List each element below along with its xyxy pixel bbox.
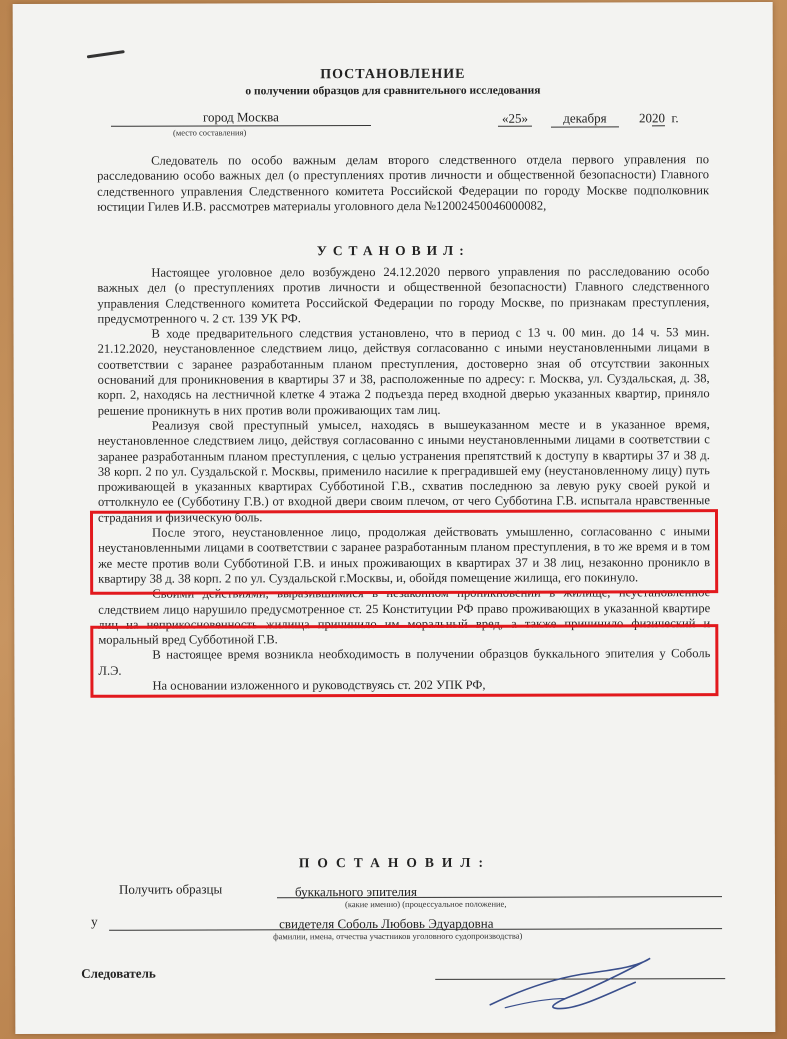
- place-field: город Москва: [111, 109, 371, 127]
- highlight-box-entry: [90, 624, 718, 698]
- u-value-line: [109, 914, 722, 931]
- paragraph-entry: После этого, неустановленное лицо, продолжая действовать умышленно, согласованно с иными неустановленными лицами в соответствии с заранее разработанным планом преступления, в то же время и в том же месте против воли Субботиной Г.В. и иных проживающих в квартирах 37 и 38 лиц, незаконно проникло в квартиру 38 д. 38 корп. 2 по ул. Суздальской г.Москвы, и, обойдя помещение жилища, его покинуло.: [98, 524, 711, 586]
- document-subtitle: о получении образцов для сравнительного исследования: [245, 84, 541, 98]
- date-year: 2020 г.: [638, 110, 679, 126]
- get-value-line: [277, 882, 722, 898]
- pen-mark: [87, 50, 125, 58]
- document-page: [13, 2, 776, 1034]
- paragraph-basis: На основании изложенного и руководствуясь ст. 202 УПК РФ,: [152, 677, 486, 693]
- handwritten-signature: [485, 952, 655, 1014]
- date-day: «25»: [498, 111, 532, 127]
- paragraph-violation: Своими действиями, выразившимися в незаконном проникновении в жилище, неустановленное следствием лицо нарушило предусмотренное ст. 25 Конституции РФ право проживающих в указанной квартире лиц на неприкосновенность жилища причинило им моральный вред, а также причинило физический и моральный вред Субботиной Г.В.: [98, 585, 711, 647]
- heading-postanovil: ПОСТАНОВИЛ:: [298, 854, 491, 871]
- heading-ustanovil: УСТАНОВИЛ:: [316, 242, 470, 259]
- place-caption: (место составления): [172, 127, 247, 138]
- u-value: свидетеля Соболь Любовь Эдуардовна: [279, 915, 494, 932]
- intro-paragraph: Следователь по особо важным делам второго следственного отдела первого управления по расследованию особо важных дел (о преступлениях против личности и общественной безопасности) Главного следственного управления Следственного комитета Российской Федерации по городу Москве подполковник юстиции Гилев И.В. рассмотрев материалы уголовного дела №12002450046000082,: [97, 152, 710, 214]
- highlight-box-violence: [90, 509, 718, 595]
- u-label: у: [91, 913, 98, 929]
- get-label: Получить образцы: [118, 881, 223, 897]
- u-caption: фамилии, имена, отчества участников уголовного судопроизводства): [273, 930, 523, 942]
- get-caption: (какие именно) (процессуальное положение,: [344, 898, 507, 910]
- investigator-label: Следователь: [81, 965, 156, 981]
- date-month: декабря: [551, 110, 619, 127]
- paragraph-investigation: В ходе предварительного следствия установлено, что в период с 13 ч. 00 мин. до 14 ч. 53 мин. 21.12.2020, неустановленное следствием лицо, действуя согласованно с иными неустановленными лицами в соответствии с заранее разработанным планом преступления, достоверно зная об отсутствии законных оснований для проникновения в квартиры 37 и 38, расположенные по адресу: г. Москва, ул. Суздальская, д. 38, корп. 2, находясь на лестничной клетке 4 этажа 2 подъезда перед входной дверью указанных квартир, приняло решение проникнуть в них против воли проживающих там лиц.: [97, 325, 710, 418]
- get-value: буккального эпителия: [294, 883, 417, 900]
- paragraph-violence: Реализуя свой преступный умысел, находясь в вышеуказанном месте и в указанное время, неустановленное следствием лицо, действуя согласованно с иными неустановленными лицами в соответствии с заранее разработанным планом преступления, с целью устранения препятствий к доступу в квартиры 37 и 38 д. 38 корп. 2 по ул. Суздальской г. Москвы, применило насилие к преградившей ему (неустановленному лицу) путь проживающей в указанных квартирах Субботиной Г.В., схватив последнюю за левую руку своей рукой и оттолкнуло ее (Субботину Г.В.) от входной двери своим плечом, от чего Субботина Г.В. испытала нравственные страдания и физическую боль.: [97, 417, 710, 525]
- paragraph-case-opened: Настоящее уголовное дело возбуждено 24.12.2020 первого управления по расследованию особо важных дел (о преступлениях против личности и общественной безопасности) Главного следственного управления Следственного комитета Российской Федерации по городу Москве, по признакам преступления, предусмотренного ч. 2 ст. 139 УК РФ.: [97, 264, 710, 326]
- paragraph-necessity: В настоящее время возникла необходимость в получении образцов буккального эпителия у Соболь Л.Э.: [98, 646, 711, 678]
- document-title: ПОСТАНОВЛЕНИЕ: [320, 66, 466, 83]
